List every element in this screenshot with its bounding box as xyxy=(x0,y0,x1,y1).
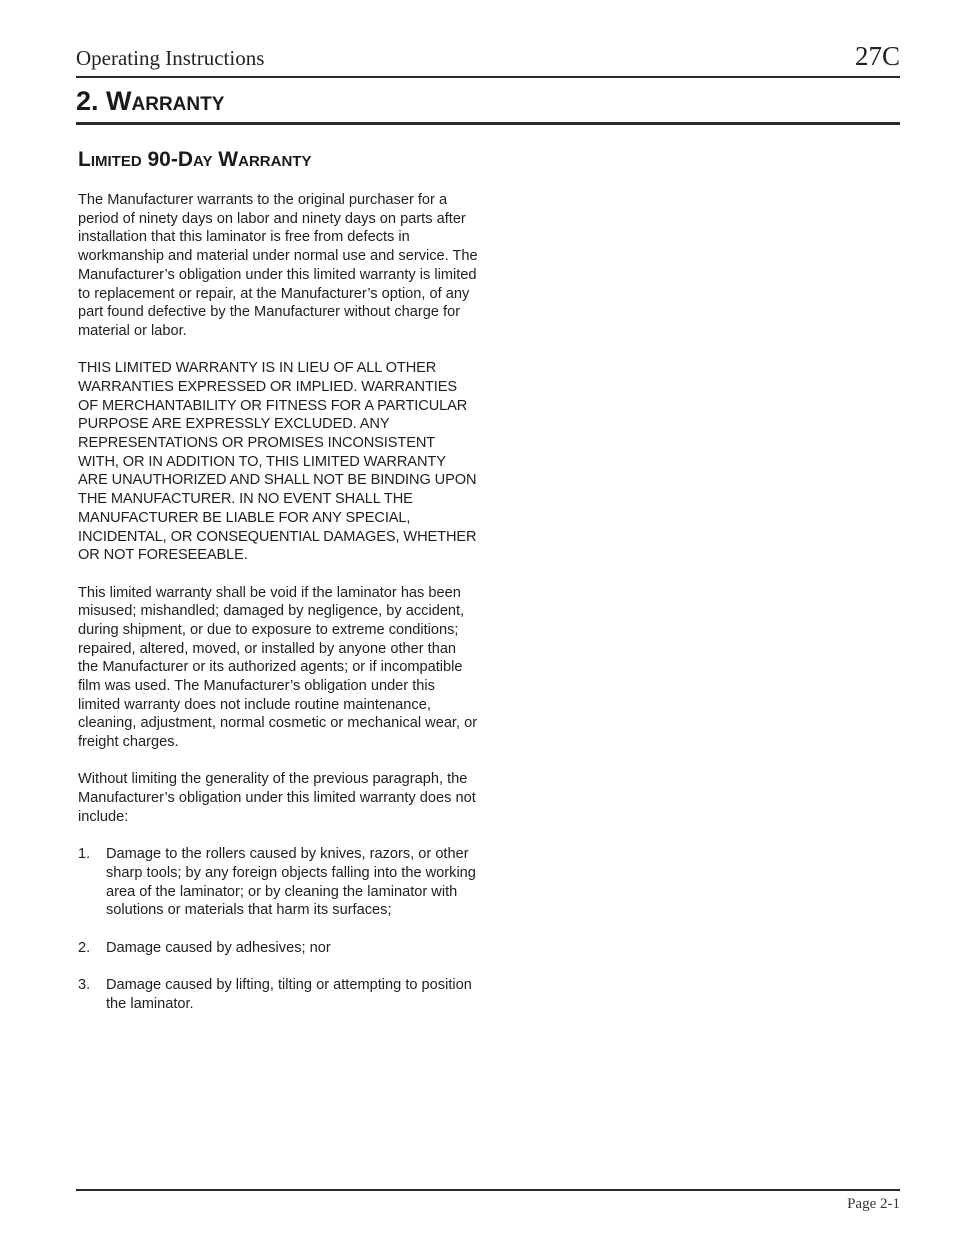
section-title: 2. Warranty xyxy=(76,84,900,125)
warranty-paragraph: The Manufacturer warrants to the original purchaser for a period of ninety days on labor and ninety days on parts after installation that this laminator is free from defects in workmanship and material under normal use and service. The Manufacturer’s obligation under this limited warranty is limited to replacement or repair, at the Manufacturer’s option, of any part found defective by the Manufacturer without charge for material or labor. xyxy=(78,192,478,339)
warranty-exclusions-intro: Without limiting the generality of the previous paragraph, the Manufacturer’s obligation under this limited warranty does not include: xyxy=(78,771,476,825)
header-model: 27C xyxy=(854,41,900,71)
warranty-void-paragraph: This limited warranty shall be void if the laminator has been misused; mishandled; damaged by negligence, by accident, during shipment, or due to exposure to extreme conditions; repaired, altered, moved, or installed by anyone other than the Manufacturer or its authorized agents; or if incompatible film was used. The Manufacturer’s obligation under this limited warranty does not include routine maintenance, cleaning, adjustment, normal cosmetic or mechanical wear, or freight charges. xyxy=(78,584,478,751)
exclusion-text: Damage caused by lifting, tilting or attempting to position the laminator. xyxy=(106,976,472,1012)
footer-rule xyxy=(76,1189,900,1191)
exclusion-number: 3. xyxy=(78,976,91,993)
warranty-body xyxy=(78,191,478,1032)
page-header xyxy=(76,40,900,78)
warranty-disclaimer-paragraph: THIS LIMITED WARRANTY IS IN LIEU OF ALL OTHER WARRANTIES EXPRESSED OR IMPLIED. WARRANTIES OF MERCHANTABILITY OR FITNESS FOR A PARTICULAR PURPOSE ARE EXPRESSLY EXCLUDED. ANY REPRESENTATIONS OR PROMISES INCONSISTENT WITH, OR IN ADDITION TO, THIS LIMITED WARRANTY ARE UNAUTHORIZED AND SHALL NOT BE BINDING UPON THE MANUFACTURER. IN NO EVENT SHALL THE MANUFACTURER BE LIABLE FOR ANY SPECIAL, INCIDENTAL, OR CONSEQUENTIAL DAMAGES, WHETHER OR NOT FORESEEABLE. xyxy=(78,360,477,564)
exclusion-number: 2. xyxy=(78,939,91,956)
subsection-title: Limited 90-Day Warranty xyxy=(78,148,312,171)
exclusion-item xyxy=(78,939,478,958)
exclusion-item xyxy=(78,845,478,920)
exclusion-number: 1. xyxy=(78,846,91,863)
header-title: Operating Instructions xyxy=(76,46,265,70)
exclusion-text: Damage to the rollers caused by knives, razors, or other sharp tools; by any foreign objects falling into the working area of the laminator; or by cleaning the laminator with solutions or materials that harm its surfaces; xyxy=(106,846,476,919)
exclusion-item xyxy=(78,976,478,1013)
exclusion-text: Damage caused by adhesives; nor xyxy=(106,939,331,956)
page-number: Page 2-1 xyxy=(847,1196,900,1212)
